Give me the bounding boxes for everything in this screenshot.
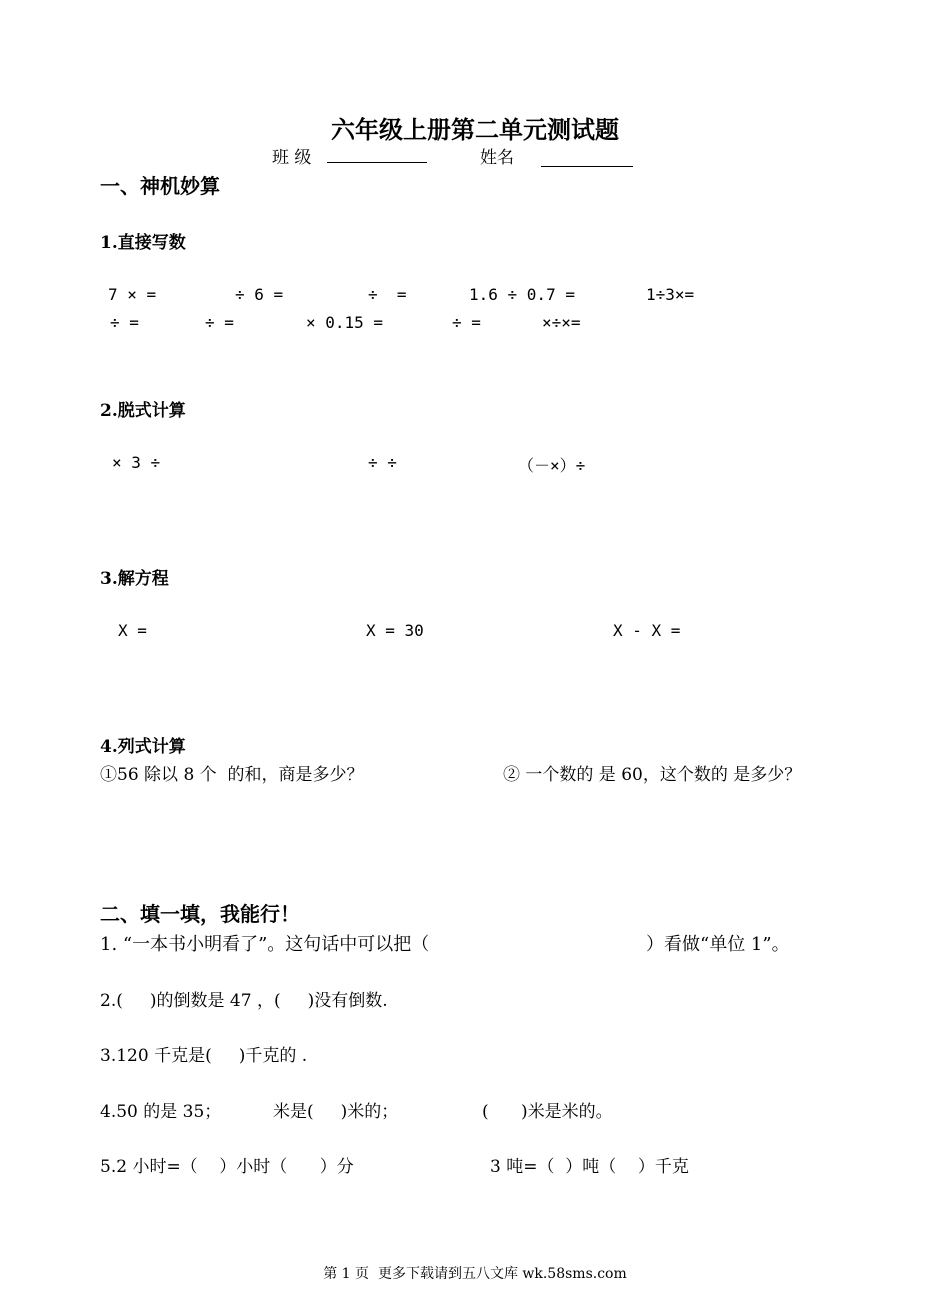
q4-item: ①56 除以 8 个 的和，商是多少？ [100,765,364,785]
section1-heading: 一、神机妙算 [100,174,220,198]
class-label: 班 级 [272,148,312,168]
q4-heading: 4.列式计算 [100,737,186,757]
q3-item: X = [118,621,147,640]
q1-row1-item: ÷ = [368,285,407,304]
q1-row2-item: ÷ = [452,313,481,332]
q1-row2-item: ÷ = [205,313,234,332]
section2-heading: 二、填一填，我能行！ [100,902,300,926]
s2-q1-tail: ）看做“单位 1”。 [646,934,790,955]
s2-q5-b: 3 吨=（ ）吨（ ）千克 [490,1157,689,1177]
q3-heading: 3.解方程 [100,569,169,589]
q4-item: ② 一个数的 是 60，这个数的 是多少？ [503,765,802,785]
s2-q4-c: ( )米是米的。 [482,1102,613,1122]
q1-heading: 1.直接写数 [100,233,186,253]
q2-heading: 2.脱式计算 [100,401,186,421]
q1-row2-item: ÷ = [110,313,139,332]
s2-q3: 3.120 千克是( )千克的 . [100,1046,308,1066]
q1-row1-item: 7 × = [108,285,157,304]
page-title: 六年级上册第二单元测试题 [331,115,619,144]
q1-row1-item: 1÷3×= [646,285,695,304]
q2-item: （－×）÷ [518,456,586,475]
s2-q4-b: 米是( )米的； [273,1102,399,1122]
name-blank[interactable] [541,166,633,167]
q1-row1-item: 1.6 ÷ 0.7 = [469,285,575,304]
q2-item: × 3 ÷ [112,453,161,472]
q1-row2-item: ×÷×= [542,313,581,332]
q3-item: X = 30 [366,621,424,640]
s2-q1-text: 1. “一本书小明看了”。这句话中可以把（ [100,934,430,955]
class-blank[interactable] [327,162,427,163]
name-label: 姓名 [480,148,514,168]
q2-item: ÷ ÷ [368,453,397,472]
s2-q2: 2.( )的倒数是 47 ，( )没有倒数. [100,991,388,1011]
page-footer: 第 1 页 更多下载请到五八文库 wk.58sms.com [323,1266,627,1282]
q3-item: X - X = [613,621,681,640]
s2-q4-a: 4.50 的是 35； [100,1102,222,1122]
q1-row2-item: × 0.15 = [306,313,384,332]
s2-q5-a: 5.2 小时=（ ）小时（ ）分 [100,1157,354,1177]
q1-row1-item: ÷ 6 = [235,285,284,304]
